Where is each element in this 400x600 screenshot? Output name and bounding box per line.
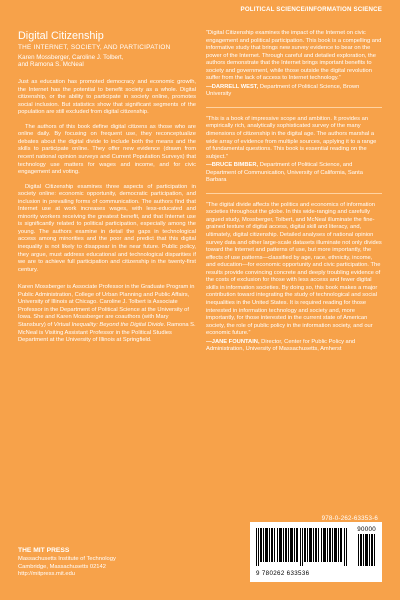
book-title: Digital Citizenship: [18, 30, 104, 42]
description-paragraph: Digital Citizenship examines three aspects of participation in society online: economic opportunity, democratic participation, and inclusion in prevailing forms of communication. The authors find that Internet use at work increases wages, with less-educated and minority workers receiving the greatest benefit, and that Internet use is significantly related to political participation, especially among the young. The authors examine in detail the gaps in technological access among minorities and the poor and predict that this digital inequality is not likely to disappear in the near future. Public policy, they argue, must address educational and technological disparities if we are to achieve full participation and citizenship in the twenty-first century.: [18, 183, 196, 273]
endorsement-text: “The digital divide affects the politics and economics of information societies throughout the globe. In this wide-ranging and carefully argued study, Mossberger, Tolbert, and McNeal illuminate the fine-grained texture of digital access, digital skill and literacy, and, ultimately, digital citizenship. Detailed analyses of national opinion survey data and other large-scale datasets illuminate not only divides toward the Internet and patterns of use, but more importantly, the effects of use patterns—classified by age, race, ethnicity, income, and education—for economic opportunity and civic participation. The results provide convincing concrete and deeply troubling evidence of the costs of exclusion for those with less access and fewer digital skills in information societies. By doing so, this book makes a major contribution toward integrating the study of technological and social inequalities in the United States. It is required reading for those interested in information technology and society and, more importantly, for those interested in the current state of American society, the role of public policy in the information society, and our economic future.”: [206, 201, 382, 337]
divider: [206, 193, 382, 194]
endorser-name: —DARRELL WEST,: [206, 83, 259, 90]
description-paragraph: Just as education has promoted democracy and economic growth, the Internet has the potential to benefit society as a whole. Digital citizenship, or the ability to participate in society online, promotes social inclusion. But statistics show that significant segments of the population are still excluded from digital citizenship.: [18, 79, 196, 116]
barcode-number: 9 780262 633536: [256, 570, 310, 577]
publisher-address-line: Massachusetts Institute of Technology: [18, 556, 116, 563]
endorser-affiliation: Director, Center for Public Policy and Administration, University of Massachusetts, Amherst: [206, 338, 356, 353]
barcode-bars: [256, 528, 350, 566]
endorsement: [206, 107, 382, 185]
endorser-affiliation: Department of Political Science, and Department of Communication, University of California, Santa Barbara: [206, 162, 363, 184]
series-label: POLITICAL SCIENCE/INFORMATION SCIENCE: [240, 6, 382, 13]
endorsement-text: “Digital Citizenship examines the impact of the Internet on civic engagement and political participation. This book is a compelling and informative study that brings new survey evidence to bear on the power of the Internet. Through careful and detailed exploration, the authors demonstrate that the Internet brings important benefits to society and government, while those outside the digital revolution suffer from the lack of access to Internet technology.”: [206, 30, 382, 82]
price-barcode: [358, 534, 376, 566]
endorser-name: —BRUCE BIMBER,: [206, 162, 259, 169]
endorsement: [206, 30, 382, 99]
endorsement-attribution: [206, 162, 382, 185]
publisher-name: THE MIT PRESS: [18, 547, 70, 555]
price-code: 90000: [357, 526, 376, 533]
divider: [206, 107, 382, 108]
endorsement: [206, 193, 382, 354]
author-bio: [18, 284, 196, 344]
price-barcode-svg: [358, 534, 376, 566]
book-subtitle: THE INTERNET, SOCIETY, AND PARTICIPATION: [18, 44, 171, 51]
isbn-label: 978-0-262-63353-6: [321, 515, 378, 522]
endorsement-attribution: [206, 84, 382, 99]
publisher-block: [18, 547, 196, 578]
endorsement-attribution: [206, 339, 382, 354]
publisher-address-line: Cambridge, Massachusetts 02142: [18, 563, 106, 570]
authors: [18, 54, 196, 70]
authors-line: and Ramona S. McNeal: [18, 61, 84, 69]
author-bio-book-title: Virtual Inequality: Beyond the Digital Divide: [53, 321, 164, 328]
author-bio-text: . Ramona S. McNeal is Visiting Assistant Professor in the Political Studies Department at the University of Illinois at Springfield.: [18, 321, 196, 344]
endorser-name: —JANE FOUNTAIN,: [206, 338, 260, 345]
right-column: [206, 30, 382, 362]
endorser-affiliation: Department of Political Science, Brown University: [206, 83, 360, 98]
publisher-url: http://mitpress.mit.edu: [18, 570, 76, 577]
barcode: [250, 522, 382, 582]
left-column: [18, 30, 196, 345]
description-paragraph: The authors of this book define digital citizens as those who are online daily. By focusing on frequent use, they reconceptualize debates about the digital divide to include both the means and the skills to participate online. They offer new evidence (drawn from recent national opinion surveys and Current Population Surveys) that technology use matters for wages and income, and for civic engagement and voting.: [18, 123, 196, 176]
barcode-svg: [256, 528, 350, 566]
author-bio-text: Karen Mossberger is Associate Professor in the Graduate Program in Public Administration, College of Urban Planning and Public Affairs, University of Illinois at Chicago. Caroline J. Tolbert is Associate Professor in the Department of Political Science at the University of Iowa. She and Karen Mossberger are coauthors (with Mary Stansbury) of: [18, 284, 195, 328]
endorsement-text: “This is a book of impressive scope and ambition. It provides an empirically rich, analytically sophisticated survey of the many dimensions of citizenship in the digital age. The authors marshal a wide array of evidence from multiple sources, applying it to a range of fundamental questions. This book is essential reading on the subject.”: [206, 115, 377, 160]
authors-line: Karen Mossberger, Caroline J. Tolbert,: [18, 53, 124, 61]
